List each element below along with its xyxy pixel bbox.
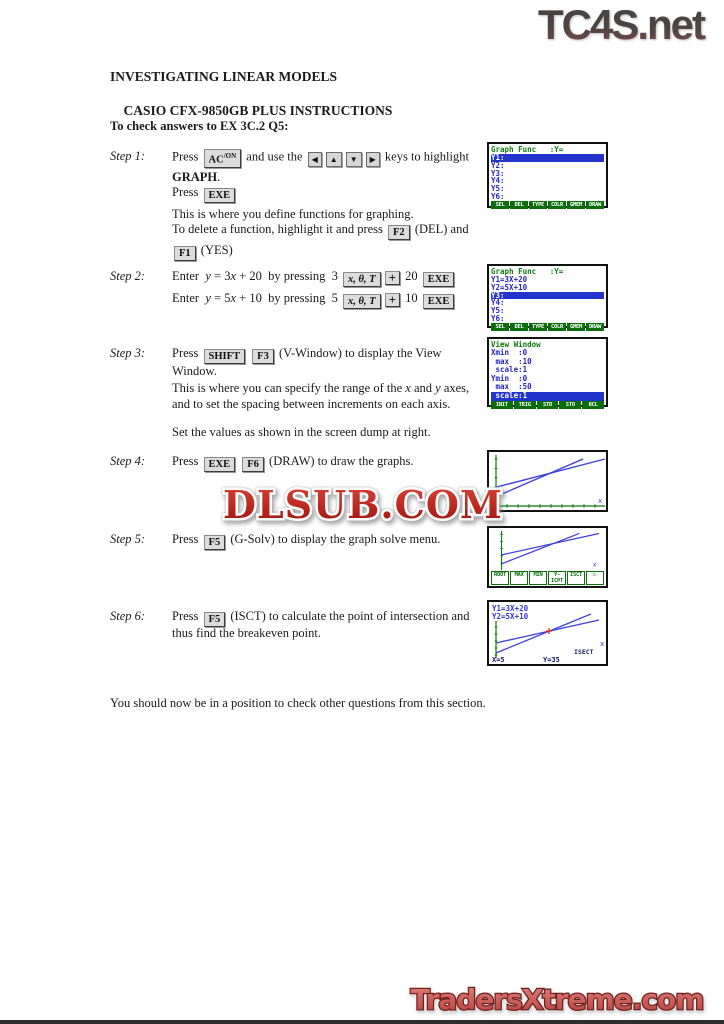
screen-row: scale:1	[491, 365, 528, 375]
math-variable: x	[230, 269, 237, 283]
graph-line-y2	[502, 533, 580, 563]
menu-key-more-arrow: ▷	[586, 571, 604, 585]
tc4s-logo	[518, 0, 724, 50]
step-text: Press	[172, 609, 202, 623]
key-f2: F2	[388, 225, 410, 240]
key-ac-on-main: AC	[208, 154, 224, 166]
step-label: Step 5:	[110, 532, 146, 546]
key-exe: EXE	[423, 272, 455, 287]
step-label: Step 2:	[110, 269, 146, 283]
step-text: = 5	[210, 291, 231, 305]
graph-x-label: x	[598, 497, 603, 505]
step-line	[172, 185, 237, 203]
overlay-equation-1: Y1=3X+20	[492, 604, 529, 613]
step-line	[172, 425, 431, 440]
menu-key-colr: COLR	[548, 201, 566, 209]
step-line	[172, 381, 469, 396]
key-plus: +	[385, 293, 400, 307]
screen-row: Y6:	[491, 191, 505, 201]
key-ac-on-sup: /ON	[223, 152, 237, 160]
title-line2: CASIO CFX-9850GB PLUS INSTRUCTIONS	[123, 103, 393, 118]
step-text: 20	[402, 269, 421, 283]
menu-key-isct: ISCT	[567, 571, 585, 585]
math-variable: x	[230, 291, 237, 305]
key-f3: F3	[252, 349, 274, 364]
menu-key-type: TYPE	[529, 323, 547, 331]
calc-screen-view-window	[487, 337, 608, 407]
calc-screen-graph-func-empty	[487, 142, 608, 208]
key-exe: EXE	[204, 188, 236, 203]
math-variable: x	[405, 381, 411, 395]
step-text: Press	[172, 149, 202, 164]
step-text: Window.	[172, 364, 217, 378]
step-line	[172, 149, 469, 168]
key-exe: EXE	[423, 294, 455, 309]
overlay-equation-2: Y2=5X+10	[492, 612, 529, 621]
step-text: Press	[172, 185, 202, 199]
page-title	[110, 68, 392, 119]
step-text: (YES)	[197, 243, 233, 257]
step-line	[172, 207, 414, 222]
step-line	[172, 170, 220, 185]
screen-row: Y6:	[491, 313, 505, 323]
math-variable: y	[205, 291, 211, 305]
menu-key-del: DEL	[510, 323, 528, 331]
screen-function-menu	[491, 401, 604, 409]
step-text: .	[217, 170, 221, 184]
calc-screen-intersection	[487, 600, 608, 666]
menu-key-draw: DRAW	[586, 323, 604, 331]
menu-key-sto: STO	[559, 401, 581, 409]
key-arrow-right: ▶	[366, 152, 380, 167]
menu-key-init: INIT	[491, 401, 513, 409]
step-text: axes,	[440, 381, 470, 395]
step-text: (ISCT) to calculate the point of intersection and	[227, 609, 470, 623]
screen-row: Y5:	[491, 306, 505, 316]
step-text: Press	[172, 454, 202, 468]
step-line	[172, 454, 414, 472]
isect-mode-label: ISECT	[574, 648, 594, 656]
step-text: (V-Window) to display the View	[275, 346, 442, 360]
step-line	[172, 269, 456, 287]
step-text: Enter	[172, 269, 206, 283]
step-text: (G-Solv) to display the graph solve menu.	[227, 532, 441, 546]
screen-function-menu	[491, 323, 604, 331]
step-text: = 3	[210, 269, 231, 283]
step-text: + 20 by pressing 3	[236, 269, 341, 283]
graph-plot	[491, 529, 606, 571]
menu-key-max: MAX	[510, 571, 528, 585]
key-exe: EXE	[204, 457, 236, 472]
step-text: (DEL) and	[411, 222, 469, 236]
step-line	[172, 397, 450, 412]
screen-header: View Window	[491, 340, 541, 349]
intro-line: To check answers to EX 3C.2 Q5:	[110, 119, 289, 133]
math-variable: y	[435, 381, 441, 395]
screen-row: Y3:	[491, 292, 604, 300]
closing-note: You should now be in a position to check other questions from this section.	[110, 696, 486, 710]
menu-key-colr: COLR	[548, 323, 566, 331]
dlsub-watermark	[213, 477, 513, 532]
title-line1: INVESTIGATING LINEAR MODELS	[110, 69, 338, 84]
step-text: This is where you can specify the range of the	[172, 381, 406, 395]
key-plus: +	[385, 271, 400, 285]
step-text: thus find the breakeven point.	[172, 626, 321, 640]
bottom-edge-bar	[0, 1020, 724, 1024]
math-variable: y	[205, 269, 211, 283]
key-f1: F1	[174, 246, 196, 261]
step-line	[172, 222, 469, 240]
step-line	[172, 609, 470, 627]
step-line	[172, 532, 440, 550]
screen-row: Y3:	[491, 168, 505, 178]
step-text: + 10 by pressing 5	[236, 291, 341, 305]
screen-row: Y1=3X+20	[491, 275, 528, 284]
screen-row: Y5:	[491, 184, 505, 194]
menu-key-sel: SEL	[491, 323, 509, 331]
screen-row: max :10	[491, 356, 532, 366]
graph-x-label: x	[592, 561, 597, 569]
screen-row: Y1:	[491, 154, 604, 162]
key-f6: F6	[242, 457, 264, 472]
menu-key-sel: SEL	[491, 201, 509, 209]
step-line	[172, 626, 321, 641]
step-label: Step 4:	[110, 454, 146, 468]
menu-key-del: DEL	[510, 201, 528, 209]
step-text: Enter	[172, 291, 206, 305]
screen-function-menu	[491, 201, 604, 209]
step-text: and	[410, 381, 436, 395]
step-text: keys to highlight	[381, 149, 469, 164]
key-arrow-left: ◀	[308, 152, 322, 167]
key-arrow-up: ▲	[326, 152, 342, 167]
x-readout: X=5	[492, 656, 505, 663]
step-label: Step 1:	[110, 149, 146, 163]
tc4s-logo-text: TC4S.net	[537, 1, 705, 48]
step-text: (DRAW) to draw the graphs.	[265, 454, 414, 468]
calc-screen-graph-func-entered	[487, 264, 608, 328]
step-text: and to set the spacing between increments on each axis.	[172, 397, 451, 411]
menu-key-min: MIN	[529, 571, 547, 585]
key-f5: F5	[204, 535, 226, 550]
screen-row: Xmin :0	[491, 348, 528, 357]
key-f5: F5	[204, 612, 226, 627]
y-readout: Y=35	[543, 656, 560, 663]
screen-row: Ymin :0	[491, 373, 528, 383]
screen-row: Y4:	[491, 176, 505, 186]
menu-key-gmem: GMEM	[567, 201, 585, 209]
tradersxtreme-watermark	[392, 978, 722, 1022]
step-text: Set the values as shown in the screen dump at right.	[172, 425, 431, 439]
step-text: and use the	[243, 149, 306, 164]
menu-key-rcl: RCL	[582, 401, 604, 409]
step-line	[172, 243, 233, 261]
step-text: 10	[402, 291, 421, 305]
menu-key-draw: DRAW	[586, 201, 604, 209]
graph-plot	[491, 603, 606, 663]
gsolv-menu	[491, 571, 604, 585]
step-text	[247, 346, 250, 360]
menu-key-root: ROOT	[491, 571, 509, 585]
intersection-cursor	[546, 628, 552, 634]
key-x-theta-t: x, θ, T	[343, 294, 381, 309]
step-text: This is where you define functions for graphing.	[172, 207, 414, 221]
step-text: Press	[172, 532, 202, 546]
step-line	[172, 346, 442, 364]
dlsub-watermark-text: DLSUB.COM	[222, 482, 504, 527]
menu-key-std: STD	[537, 401, 559, 409]
key-x-theta-t: x, θ, T	[343, 272, 381, 287]
screen-row: Y2:	[491, 160, 505, 170]
screen-row: max :50	[491, 382, 532, 392]
graph-lines	[502, 533, 599, 563]
step-label: Step 3:	[110, 346, 146, 360]
key-shift: SHIFT	[204, 349, 246, 364]
screen-header: Graph Func :Y=	[491, 145, 564, 154]
menu-key-gmem: GMEM	[567, 323, 585, 331]
key-ac-on	[204, 149, 242, 168]
graph-x-label: x	[600, 640, 605, 648]
step-label: Step 6:	[110, 609, 146, 623]
menu-key-trig: TRIG	[514, 401, 536, 409]
menu-key-yicpt: Y-ICPT	[548, 571, 566, 585]
calc-screen-gsolv	[487, 526, 608, 588]
tradersxtreme-watermark-text: TradersXtreme.com	[410, 983, 704, 1016]
menu-key-type: TYPE	[529, 201, 547, 209]
step-text: Press	[172, 346, 202, 360]
screen-row: scale:1	[491, 392, 604, 401]
screen-header: Graph Func :Y=	[491, 267, 564, 276]
screen-row: Y2=5X+10	[491, 282, 528, 292]
key-arrow-down: ▼	[346, 152, 362, 167]
screen-row: Y4:	[491, 298, 505, 308]
bold-text: GRAPH	[172, 170, 218, 184]
step-text: To delete a function, highlight it and press	[172, 222, 387, 236]
step-line	[172, 364, 217, 379]
step-line	[172, 291, 456, 309]
step-text	[237, 454, 240, 468]
